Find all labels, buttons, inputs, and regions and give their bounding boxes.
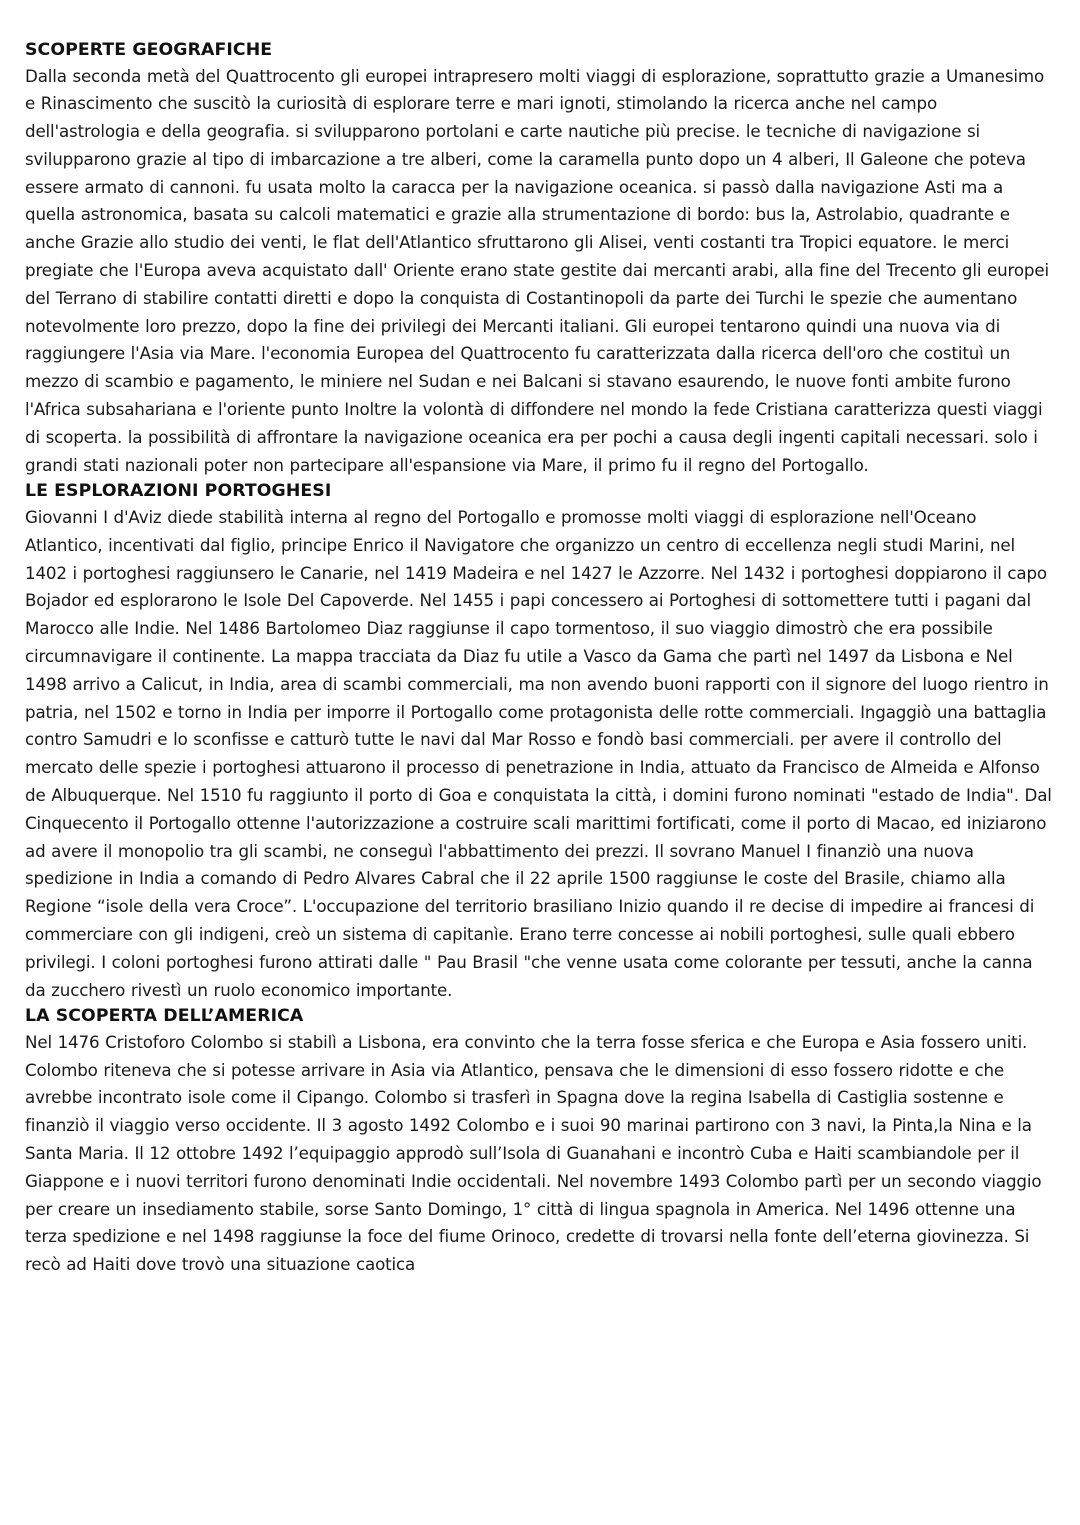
section-scoperte-geografiche <box>25 38 1055 479</box>
section-title: LA SCOPERTA DELL’AMERICA <box>25 1006 304 1027</box>
document-page <box>25 38 1055 1279</box>
section-body: Nel 1476 Cristoforo Colombo si stabilì a Lisbona, era convinto che la terra fosse sferica e che Europa e Asia fossero uniti. Colombo riteneva che si potesse arrivare in Asia via Atlantico, pensava che le dimensioni di esso fossero ridotte e che avrebbe incontrato isole come il Cipango. Colombo si trasferì in Spagna dove la regina Isabella di Castiglia sostenne e finanziò il viaggio verso occidente. Il 3 agosto 1492 Colombo e i suoi 90 marinai partirono con 3 navi, la Pinta,la Nina e la Santa Maria. Il 12 ottobre 1492 l’equipaggio approdò sull’Isola di Guanahani e incontrò Cuba e Haiti scambiandole per il Giappone e i nuovi territori furono denominati Indie occidentali. Nel novembre 1493 Colombo partì per un secondo viaggio per creare un insediamento stabile, sorse Santo Domingo, 1° città di lingua spagnola in America. Nel 1496 ottenne una terza spedizione e nel 1498 raggiunse la foce del fiume Orinoco, credette di trovarsi nella fonte dell’eterna giovinezza. Si recò ad Haiti dove trovò una situazione caotica <box>25 1031 1042 1275</box>
section-title: SCOPERTE GEOGRAFICHE <box>25 40 273 60</box>
section-title: LE ESPLORAZIONI PORTOGHESI <box>25 481 332 502</box>
section-esplorazioni-portoghesi <box>25 479 1055 1004</box>
section-body: Dalla seconda metà del Quattrocento gli europei intrapresero molti viaggi di esplorazione, soprattutto grazie a Umanesimo e Rinascimento che suscitò la curiosità di esplorare terre e mari ignoti, stimolando la ricerca anche nel campo dell'astrologia e della geografia. si svilupparono portolani e carte nautiche più precise. le tecniche di navigazione si svilupparono grazie al tipo di imbarcazione a tre alberi, come la caramella punto dopo un 4 alberi, Il Galeone che poteva essere armato di cannoni. fu usata molto la caracca per la navigazione oceanica. si passò dalla navigazione Asti ma a quella astronomica, basata su calcoli matematici e grazie alla strumentazione di bordo: bus la, Astrolabio, quadrante e anche Grazie allo studio dei venti, le flat dell'Atlantico sfruttarono gli Alisei, venti costanti tra Tropici equatore. le merci pregiate che l'Europa aveva acquistato dall' Oriente erano state gestite dai mercanti arabi, alla fine del Trecento gli europei del Terrano di stabilire contatti diretti e dopo la conquista di Costantinopoli da parte dei Turchi le spezie che aumentano notevolmente loro prezzo, dopo la fine dei privilegi dei Mercanti italiani. Gli europei tentarono quindi una nuova via di raggiungere l'Asia via Mare. l'economia Europea del Quattrocento fu caratterizzata dalla ricerca dell'oro che costituì un mezzo di scambio e pagamento, le miniere nel Sudan e nei Balcani si stavano esaurendo, le nuove fonti ambite furono l'Africa subsahariana e l'oriente punto Inoltre la volontà di diffondere nel mondo la fede Cristiana caratterizza questi viaggi di scoperta. la possibilità di affrontare la navigazione oceanica era per pochi a causa degli ingenti capitali necessari. solo i grandi stati nazionali poter non partecipare all'espansione via Mare, il primo fu il regno del Portogallo. <box>25 65 1049 475</box>
section-scoperta-america <box>25 1004 1055 1279</box>
section-body: Giovanni I d'Aviz diede stabilità interna al regno del Portogallo e promosse molti viaggi di esplorazione nell'Oceano Atlantico, incentivati dal figlio, principe Enrico il Navigatore che organizzo un centro di eccellenza negli studi Marini, nel 1402 i portoghesi raggiunsero le Canarie, nel 1419 Madeira e nel 1427 le Azzorre. Nel 1432 i portoghesi doppiarono il capo Bojador ed esplorarono le Isole Del Capoverde. Nel 1455 i papi concessero ai Portoghesi di sottomettere tutti i pagani dal Marocco alle Indie. Nel 1486 Bartolomeo Diaz raggiunse il capo tormentoso, il suo viaggio dimostrò che era possibile circumnavigare il continente. La mappa tracciata da Diaz fu utile a Vasco da Gama che partì nel 1497 da Lisbona e Nel 1498 arrivo a Calicut, in India, area di scambi commerciali, ma non avendo buoni rapporti con il signore del luogo rientro in patria, nel 1502 e torno in India per imporre il Portogallo come protagonista delle rotte commerciali. Ingaggiò una battaglia contro Samudri e lo sconfisse e catturò tutte le navi dal Mar Rosso e fondò basi commerciali. per avere il controllo del mercato delle spezie i portoghesi attuarono il processo di penetrazione in India, attuato da Francisco de Almeida e Alfonso de Albuquerque. Nel 1510 fu raggiunto il porto di Goa e conquistata la città, i domini furono nominati "estado de India". Dal Cinquecento il Portogallo ottenne l'autorizzazione a costruire scali marittimi fortificati, come il porto di Macao, ed iniziarono ad avere il monopolio tra gli scambi, ne conseguì l'abbattimento dei prezzi. Il sovrano Manuel I finanziò una nuova spedizione in India a comando di Pedro Alvares Cabral che il 22 aprile 1500 raggiunse le coste del Brasile, chiamo alla Regione “isole della vera Croce”. L'occupazione del territorio brasiliano Inizio quando il re decise di impedire ai francesi di commerciare con gli indigeni, creò un sistema di capitanìe. Erano terre concesse ai nobili portoghesi, sulle quali ebbero privilegi. I coloni portoghesi furono attirati dalle " Pau Brasil "che venne usata come colorante per tessuti, anche la canna da zucchero rivestì un ruolo economico importante. <box>25 506 1052 1000</box>
